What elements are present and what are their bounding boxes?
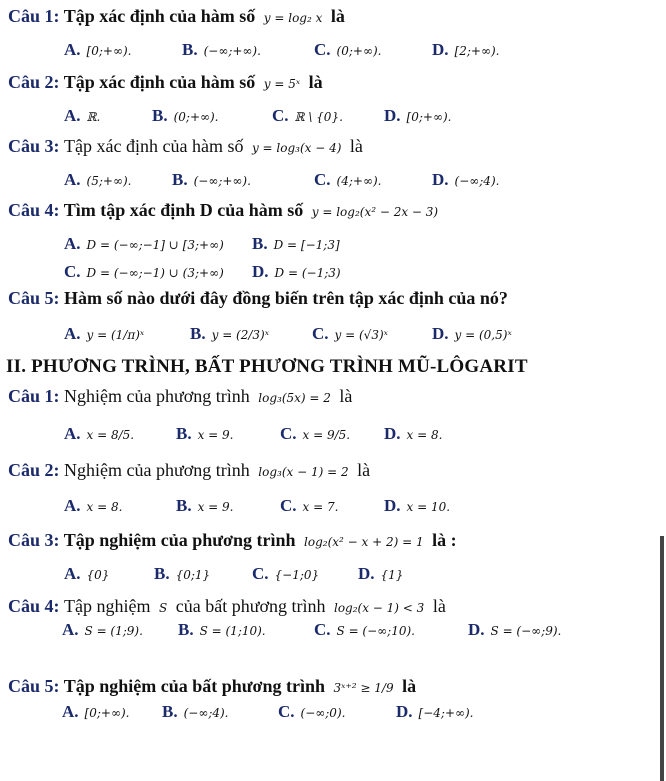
option-d[interactable] [384,496,450,516]
question-math: log₃(x − 1) = 2 [258,465,349,479]
option-value: {−1;0} [274,568,320,582]
option-letter: C. [280,496,297,515]
question-label: Câu 2: [8,72,60,92]
option-letter: D. [432,324,449,343]
question-label: Câu 1: [8,386,60,406]
question-text: Nghiệm của phương trình [64,460,250,480]
question-text: Tập xác định của hàm số [63,6,256,26]
option-value: D = (−∞;−1] ∪ [3;+∞) [86,238,224,252]
option-value: [2;+∞). [454,44,500,58]
option-c[interactable] [280,496,338,516]
option-c[interactable] [314,170,381,190]
option-value: D = [−1;3] [273,238,340,252]
option-value: {0;1} [175,568,211,582]
question-text: của bất phương trình [175,596,326,616]
question-tail: là [330,6,345,26]
option-a[interactable] [62,702,129,722]
question-2 [8,72,654,93]
option-b[interactable] [178,620,266,640]
option-letter: A. [64,40,81,59]
option-value: S = (1;10). [199,624,266,638]
question-tail: là [402,676,417,696]
question-5 [8,676,654,697]
option-a[interactable] [64,324,144,344]
option-c[interactable] [314,620,415,640]
option-b[interactable] [172,170,251,190]
question-math: y = log₂(x² − 2x − 3) [311,205,439,219]
option-letter: B. [176,496,192,515]
option-letter: A. [62,702,79,721]
question-text: Hàm số nào dưới đây đồng biến trên tập xác định của nó? [64,288,508,308]
option-value: x = 7. [302,500,339,514]
question-variable: S [159,601,168,615]
option-letter: B. [152,106,168,125]
option-a[interactable] [64,106,100,126]
option-letter: D. [358,564,375,583]
option-letter: B. [178,620,194,639]
option-a[interactable] [62,620,143,640]
option-value: [−4;+∞). [418,706,474,720]
option-letter: D. [396,702,413,721]
option-b[interactable] [176,496,234,516]
option-letter: C. [278,702,295,721]
option-d[interactable] [252,262,341,282]
question-math: log₂(x − 1) < 3 [333,601,425,615]
option-value: (0;+∞). [173,110,219,124]
option-c[interactable] [278,702,345,722]
section-title: II. PHƯƠNG TRÌNH, BẤT PHƯƠNG TRÌNH MŨ-LÔGARIT [6,356,528,377]
option-letter: C. [64,262,81,281]
option-b[interactable] [162,702,229,722]
option-letter: C. [272,106,289,125]
option-letter: D. [384,424,401,443]
option-value: (−∞;4). [183,706,229,720]
option-value: y = (1/π)ˣ [86,328,145,342]
question-tail: là [349,136,363,156]
option-d[interactable] [384,424,442,444]
option-value: S = (−∞;9). [490,624,562,638]
question-text: Tập xác định của hàm số [63,72,256,92]
question-label: Câu 3: [8,530,60,550]
option-letter: C. [312,324,329,343]
question-text: Tập xác định của hàm số [64,136,244,156]
option-b[interactable] [176,424,234,444]
option-value: x = 9. [197,428,234,442]
option-letter: C. [314,170,331,189]
question-tail: là [339,386,353,406]
question-1 [8,386,654,407]
option-value: x = 8. [86,500,123,514]
option-letter: D. [432,170,449,189]
option-b[interactable] [182,40,261,60]
option-value: {1} [380,568,404,582]
option-value: y = (2/3)ˣ [211,328,269,342]
option-letter: A. [64,564,81,583]
option-b[interactable] [252,234,340,254]
option-value: D = (−1;3) [274,266,341,280]
option-letter: B. [176,424,192,443]
question-math: y = log₂ x [263,11,323,25]
scrollbar[interactable] [660,536,664,781]
option-c[interactable] [314,40,381,60]
option-a[interactable] [64,496,122,516]
question-math: y = log₃(x − 4) [251,141,342,155]
option-value: x = 9. [197,500,234,514]
option-value: [0;+∞). [86,44,132,58]
option-value: x = 10. [406,500,451,514]
option-value: x = 8. [406,428,443,442]
question-label: Câu 5: [8,288,60,308]
question-1 [8,6,654,27]
option-value: ℝ. [86,110,101,124]
option-d[interactable] [384,106,451,126]
option-letter: A. [64,496,81,515]
option-value: x = 9/5. [302,428,351,442]
option-letter: D. [468,620,485,639]
option-a[interactable] [64,170,131,190]
option-b[interactable] [190,324,269,344]
question-label: Câu 5: [8,676,60,696]
question-3 [8,530,654,551]
question-4 [8,200,654,221]
option-letter: A. [64,234,81,253]
question-2 [8,460,654,481]
question-label: Câu 4: [8,596,60,616]
option-letter: D. [384,496,401,515]
option-letter: B. [162,702,178,721]
option-letter: B. [172,170,188,189]
option-letter: D. [432,40,449,59]
option-letter: B. [252,234,268,253]
option-letter: B. [154,564,170,583]
option-value: S = (−∞;10). [336,624,415,638]
question-4 [8,596,654,617]
option-c[interactable] [64,262,224,282]
option-letter: D. [384,106,401,125]
option-value: (−∞;0). [300,706,346,720]
question-label: Câu 4: [8,200,60,220]
option-value: (5;+∞). [86,174,132,188]
option-b[interactable] [152,106,219,126]
question-3 [8,136,654,157]
option-d[interactable] [432,40,499,60]
option-a[interactable] [64,234,224,254]
option-letter: C. [252,564,269,583]
option-a[interactable] [64,40,131,60]
question-text: Tập nghiệm của bất phương trình [63,676,326,696]
option-c[interactable] [280,424,350,444]
question-tail: là [432,596,446,616]
question-math: y = 5ˣ [263,77,301,91]
question-math: log₃(5x) = 2 [258,391,331,405]
option-letter: C. [314,620,331,639]
option-letter: A. [64,424,81,443]
option-value: (−∞;4). [454,174,500,188]
option-d[interactable] [432,170,499,190]
option-letter: B. [182,40,198,59]
option-value: (0;+∞). [336,44,382,58]
option-c[interactable] [252,564,319,584]
question-tail: là [357,460,371,480]
question-label: Câu 1: [8,6,60,26]
option-value: y = (0,5)ˣ [454,328,512,342]
question-math: log₂(x² − x + 2) = 1 [304,535,424,549]
option-value: S = (1;9). [84,624,143,638]
option-letter: A. [64,324,81,343]
question-text: Tập nghiệm [64,596,151,616]
option-value: (−∞;+∞). [203,44,261,58]
option-letter: A. [64,106,81,125]
option-value: [0;+∞). [84,706,130,720]
option-b[interactable] [154,564,210,584]
option-value: [0;+∞). [406,110,452,124]
option-c[interactable] [272,106,343,126]
question-label: Câu 2: [8,460,60,480]
option-letter: C. [280,424,297,443]
option-value: {0} [86,568,110,582]
option-a[interactable] [64,424,134,444]
option-value: x = 8/5. [86,428,135,442]
option-c[interactable] [312,324,388,344]
question-math: 3ˣ⁺² ≥ 1/9 [333,681,394,695]
question-label: Câu 3: [8,136,60,156]
option-letter: A. [64,170,81,189]
option-d[interactable] [468,620,561,640]
option-letter: A. [62,620,79,639]
option-letter: D. [252,262,269,281]
option-value: ℝ \ {0}. [294,110,343,124]
question-tail: là : [432,530,457,550]
question-text: Nghiệm của phương trình [64,386,250,406]
question-5 [8,288,654,309]
option-letter: B. [190,324,206,343]
question-text: Tập nghiệm của phương trình [63,530,296,550]
option-d[interactable] [396,702,474,722]
question-text: Tìm tập xác định D của hàm số [63,200,304,220]
option-letter: C. [314,40,331,59]
option-d[interactable] [432,324,512,344]
option-value: D = (−∞;−1) ∪ (3;+∞) [86,266,224,280]
question-tail: là [308,72,323,92]
option-d[interactable] [358,564,403,584]
option-value: (−∞;+∞). [193,174,251,188]
option-value: (4;+∞). [336,174,382,188]
option-value: y = (√3)ˣ [334,328,388,342]
option-a[interactable] [64,564,109,584]
